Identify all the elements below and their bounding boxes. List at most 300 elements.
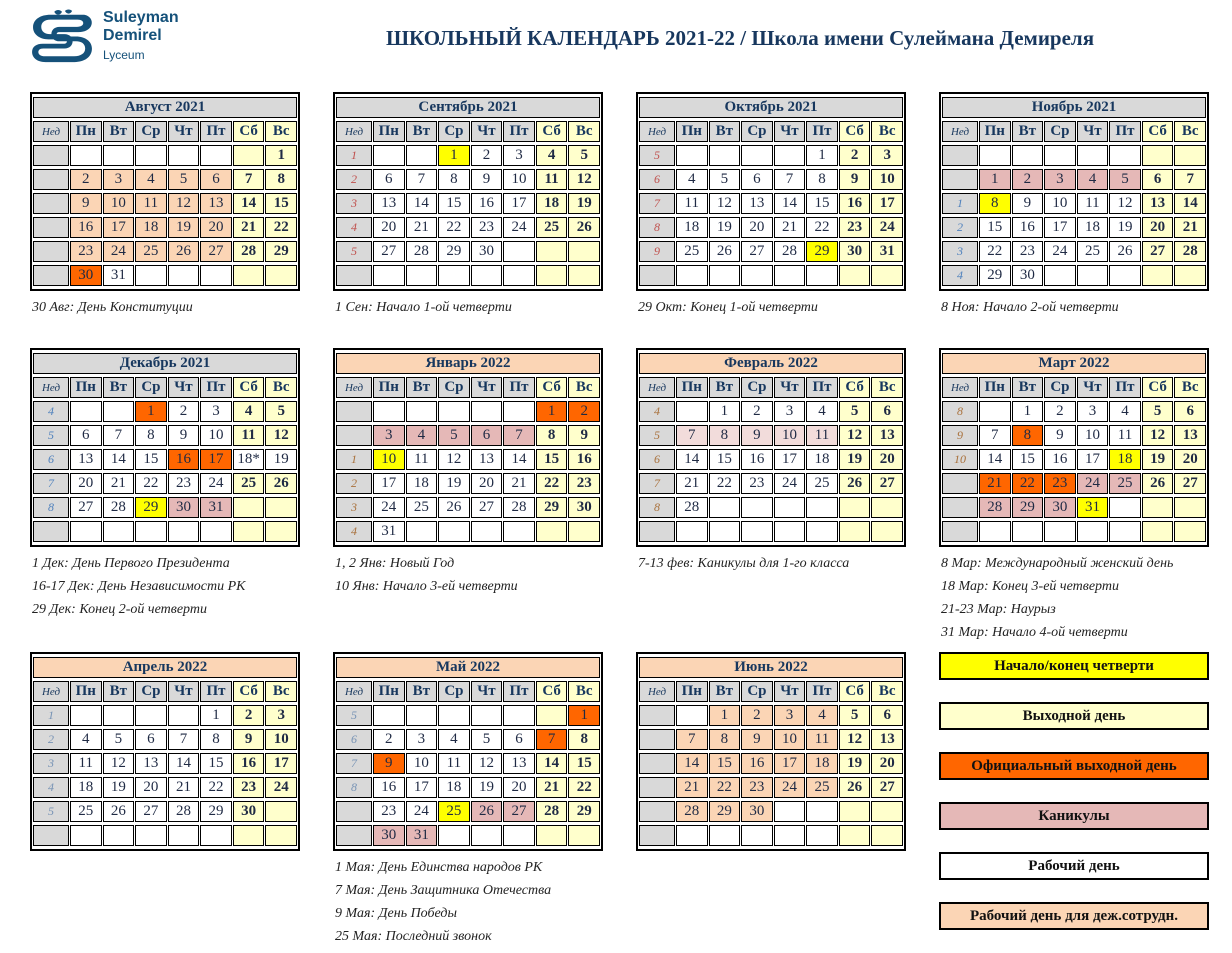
day-header: Пт [503,121,535,142]
month-table [636,92,906,291]
day-cell: 14 [1174,193,1206,214]
day-cell: 23 [70,241,102,262]
day-cell: 19 [438,473,470,494]
day-cell: 15 [709,753,741,774]
day-cell: 9 [1012,193,1044,214]
day-cell [1109,521,1141,542]
day-cell [1142,521,1174,542]
logo-line-1: Suleyman [103,8,179,26]
legend-item-v: Каникулы [939,802,1209,830]
day-cell: 18 [70,777,102,798]
day-cell: 6 [871,401,903,422]
day-header: Сб [233,377,265,398]
day-cell: 9 [233,729,265,750]
day-cell: 9 [741,425,773,446]
day-cell [1077,265,1109,286]
day-cell: 17 [373,473,405,494]
week-row [639,521,903,542]
week-row [336,521,600,542]
day-cell: 28 [774,241,806,262]
week-number: 4 [33,401,69,422]
day-cell: 12 [103,753,135,774]
week-row [336,801,600,822]
week-col-header: Нед [639,121,675,142]
day-header: Ср [741,121,773,142]
day-header: Вт [406,121,438,142]
day-cell: 31 [871,241,903,262]
week-col-header: Нед [336,377,372,398]
week-row [639,145,903,166]
day-header: Чт [1077,121,1109,142]
month-table [30,348,300,547]
day-cell: 4 [536,145,568,166]
month-table [333,92,603,291]
day-cell [806,497,838,518]
day-cell: 22 [200,777,232,798]
day-cell [265,801,297,822]
day-cell: 31 [406,825,438,846]
legend-item-h: Официальный выходной день [939,752,1209,780]
day-cell: 3 [406,729,438,750]
day-cell: 11 [676,193,708,214]
week-number: 5 [336,705,372,726]
week-row [33,425,297,446]
day-cell: 25 [676,241,708,262]
day-header: Чт [774,377,806,398]
week-number [33,145,69,166]
day-cell: 28 [676,801,708,822]
day-cell: 17 [406,777,438,798]
day-cell: 5 [438,425,470,446]
day-cell [806,801,838,822]
logo-line-3: Lyceum [103,47,145,62]
day-cell: 4 [135,169,167,190]
day-cell [438,705,470,726]
day-cell: 4 [806,705,838,726]
day-header: Пн [676,121,708,142]
day-cell: 27 [70,497,102,518]
day-cell: 30 [373,825,405,846]
day-cell: 5 [568,145,600,166]
day-cell [471,265,503,286]
day-cell: 13 [1174,425,1206,446]
day-cell [676,145,708,166]
week-row [942,265,1206,286]
day-cell [871,497,903,518]
note-line: 30 Авг: День Конституции [32,300,193,315]
week-row [33,825,297,846]
note-line: 9 Мая: День Победы [335,906,457,921]
day-header: Вс [568,681,600,702]
day-cell: 1 [979,169,1011,190]
day-cell: 28 [979,497,1011,518]
day-cell: 12 [839,425,871,446]
day-cell: 21 [536,777,568,798]
day-cell: 25 [135,241,167,262]
month-block-1 [333,92,603,348]
week-row [33,193,297,214]
week-row [639,497,903,518]
day-cell: 2 [471,145,503,166]
day-header: Пн [373,377,405,398]
day-cell: 9 [568,425,600,446]
week-row [942,425,1206,446]
day-cell [373,265,405,286]
day-cell [871,825,903,846]
day-cell: 24 [503,217,535,238]
day-cell: 21 [406,217,438,238]
day-cell: 21 [774,217,806,238]
day-cell [741,825,773,846]
day-header: Пт [503,377,535,398]
month-title: Октябрь 2021 [639,97,903,118]
week-row [639,241,903,262]
day-cell: 13 [503,753,535,774]
week-row [942,473,1206,494]
week-number: 8 [639,497,675,518]
day-cell: 15 [979,217,1011,238]
day-cell: 30 [568,497,600,518]
day-cell: 30 [471,241,503,262]
week-number: 9 [639,241,675,262]
week-number: 6 [33,449,69,470]
day-cell: 21 [233,217,265,238]
day-cell: 1 [709,705,741,726]
day-cell [774,265,806,286]
week-row [336,145,600,166]
day-cell [503,265,535,286]
day-cell: 27 [373,241,405,262]
day-cell: 22 [536,473,568,494]
day-cell: 15 [200,753,232,774]
week-row [336,217,600,238]
day-cell [471,825,503,846]
day-cell: 31 [200,497,232,518]
day-cell: 23 [741,473,773,494]
day-cell: 5 [709,169,741,190]
day-cell: 13 [741,193,773,214]
day-cell: 2 [373,729,405,750]
day-header: Пт [200,377,232,398]
day-header: Вт [1012,377,1044,398]
calendar-grid [30,92,1232,952]
week-row [33,801,297,822]
day-cell: 25 [406,497,438,518]
day-cell: 9 [839,169,871,190]
week-row [639,729,903,750]
day-cell: 5 [839,401,871,422]
note-line: 10 Янв: Начало 3-ей четверти [335,579,518,594]
week-number: 7 [639,473,675,494]
day-cell: 17 [265,753,297,774]
day-cell: 10 [871,169,903,190]
day-cell: 29 [536,497,568,518]
day-cell: 26 [168,241,200,262]
day-cell: 15 [265,193,297,214]
week-row [336,449,600,470]
day-cell: 20 [1142,217,1174,238]
day-cell [741,521,773,542]
day-cell: 11 [135,193,167,214]
day-cell: 15 [1012,449,1044,470]
day-cell: 17 [200,449,232,470]
day-header: Сб [839,121,871,142]
day-cell: 7 [406,169,438,190]
day-cell: 8 [709,729,741,750]
day-cell [568,521,600,542]
day-cell: 22 [806,217,838,238]
week-number [336,401,372,422]
note-line: 31 Мар: Начало 4-ой четверти [941,625,1128,640]
day-cell [168,145,200,166]
week-row [336,497,600,518]
week-col-header: Нед [33,377,69,398]
day-cell [1044,265,1076,286]
day-cell [233,145,265,166]
day-cell: 4 [1077,169,1109,190]
day-cell [1109,145,1141,166]
day-cell: 19 [103,777,135,798]
day-cell [103,521,135,542]
day-cell [1142,145,1174,166]
day-cell: 25 [1109,473,1141,494]
day-cell [70,401,102,422]
week-number: 6 [336,729,372,750]
day-cell: 6 [1174,401,1206,422]
week-row [942,449,1206,470]
month-table [333,652,603,851]
logo-icon [30,8,94,64]
day-cell: 13 [135,753,167,774]
day-cell [1174,145,1206,166]
day-cell [871,521,903,542]
week-number [639,521,675,542]
day-cell [406,705,438,726]
day-header: Пн [676,377,708,398]
day-cell: 4 [1109,401,1141,422]
day-cell: 12 [709,193,741,214]
day-cell: 7 [774,169,806,190]
month-title: Май 2022 [336,657,600,678]
day-cell: 6 [200,169,232,190]
day-cell [568,265,600,286]
day-cell [568,825,600,846]
day-header: Ср [1044,377,1076,398]
logo [30,8,248,64]
day-header: Пн [70,681,102,702]
week-number: 8 [33,497,69,518]
day-cell: 31 [103,265,135,286]
day-cell [70,705,102,726]
week-col-header: Нед [639,681,675,702]
day-cell: 14 [406,193,438,214]
week-row [639,265,903,286]
week-number: 3 [336,193,372,214]
month-table [636,348,906,547]
day-header: Вт [103,377,135,398]
day-cell: 28 [168,801,200,822]
month-title: Апрель 2022 [33,657,297,678]
day-cell: 5 [1142,401,1174,422]
day-cell: 20 [135,777,167,798]
day-cell: 24 [774,777,806,798]
day-cell: 17 [1044,217,1076,238]
week-number: 2 [33,729,69,750]
day-cell: 11 [1109,425,1141,446]
week-row [639,801,903,822]
day-cell: 27 [200,241,232,262]
day-cell: 18 [806,449,838,470]
day-cell: 20 [1174,449,1206,470]
day-cell: 21 [676,777,708,798]
week-row [639,193,903,214]
day-header: Вс [871,377,903,398]
day-header: Вс [568,121,600,142]
day-cell: 9 [471,169,503,190]
day-cell [406,145,438,166]
day-cell: 23 [233,777,265,798]
day-cell: 13 [70,449,102,470]
day-cell: 6 [503,729,535,750]
legend-item-duty: Рабочий день для деж.сотрудн. [939,902,1209,930]
day-cell: 7 [503,425,535,446]
day-cell: 21 [979,473,1011,494]
day-header: Вт [103,121,135,142]
day-cell [676,705,708,726]
day-cell [806,265,838,286]
day-cell: 15 [536,449,568,470]
day-cell: 19 [568,193,600,214]
day-cell: 1 [709,401,741,422]
week-row [942,401,1206,422]
day-cell: 15 [806,193,838,214]
day-cell: 2 [741,401,773,422]
day-cell: 8 [1012,425,1044,446]
day-header: Чт [774,121,806,142]
day-cell: 12 [265,425,297,446]
day-cell: 7 [979,425,1011,446]
day-cell: 12 [839,729,871,750]
week-number: 3 [942,241,978,262]
day-header: Ср [135,121,167,142]
day-cell [536,521,568,542]
day-cell [471,521,503,542]
day-cell [536,825,568,846]
day-cell: 23 [741,777,773,798]
day-header: Пт [1109,121,1141,142]
week-number: 7 [33,473,69,494]
week-number: 2 [336,473,372,494]
day-cell [233,521,265,542]
week-row [639,705,903,726]
day-header: Вс [871,121,903,142]
day-cell: 20 [871,449,903,470]
day-header: Пт [1109,377,1141,398]
day-cell: 4 [806,401,838,422]
day-cell: 23 [1044,473,1076,494]
day-cell [135,265,167,286]
day-cell: 25 [438,801,470,822]
day-cell [168,825,200,846]
day-cell: 24 [103,241,135,262]
day-header: Ср [135,681,167,702]
day-cell: 2 [233,705,265,726]
day-cell: 18 [1077,217,1109,238]
day-cell [265,265,297,286]
day-cell: 11 [1077,193,1109,214]
day-cell: 9 [168,425,200,446]
day-cell: 23 [373,801,405,822]
day-cell [438,825,470,846]
week-number: 5 [33,425,69,446]
day-cell [503,825,535,846]
day-cell [503,521,535,542]
day-cell: 23 [168,473,200,494]
day-cell: 22 [265,217,297,238]
day-cell: 11 [536,169,568,190]
week-row [33,169,297,190]
day-cell: 23 [1012,241,1044,262]
day-cell [135,145,167,166]
week-row [33,401,297,422]
week-number: 8 [942,401,978,422]
day-cell: 21 [103,473,135,494]
day-cell: 19 [265,449,297,470]
day-cell [70,145,102,166]
day-cell: 25 [536,217,568,238]
day-cell: 8 [979,193,1011,214]
day-cell: 27 [471,497,503,518]
day-header: Сб [536,681,568,702]
day-cell: 13 [871,729,903,750]
day-cell: 10 [1077,425,1109,446]
week-row [639,425,903,446]
day-cell [741,145,773,166]
day-cell: 28 [233,241,265,262]
day-cell: 14 [536,753,568,774]
week-number [639,825,675,846]
day-header: Сб [233,121,265,142]
day-header: Пн [373,121,405,142]
week-row [639,217,903,238]
day-cell: 17 [503,193,535,214]
day-cell: 19 [709,217,741,238]
day-cell: 21 [168,777,200,798]
day-cell: 1 [536,401,568,422]
day-cell [709,825,741,846]
day-header: Пн [979,377,1011,398]
month-block-5 [333,348,603,652]
day-cell: 11 [233,425,265,446]
month-title: Январь 2022 [336,353,600,374]
day-cell: 10 [774,729,806,750]
day-cell [709,265,741,286]
day-cell: 16 [1044,449,1076,470]
day-cell: 6 [471,425,503,446]
day-cell [979,145,1011,166]
day-header: Ср [438,377,470,398]
day-cell: 17 [1077,449,1109,470]
note-line: 18 Мар: Конец 3-ей четверти [941,579,1119,594]
day-cell: 8 [806,169,838,190]
week-number: 7 [336,753,372,774]
day-header: Чт [774,681,806,702]
day-cell: 24 [200,473,232,494]
week-number [639,801,675,822]
day-cell: 21 [1174,217,1206,238]
day-cell: 8 [135,425,167,446]
week-col-header: Нед [639,377,675,398]
